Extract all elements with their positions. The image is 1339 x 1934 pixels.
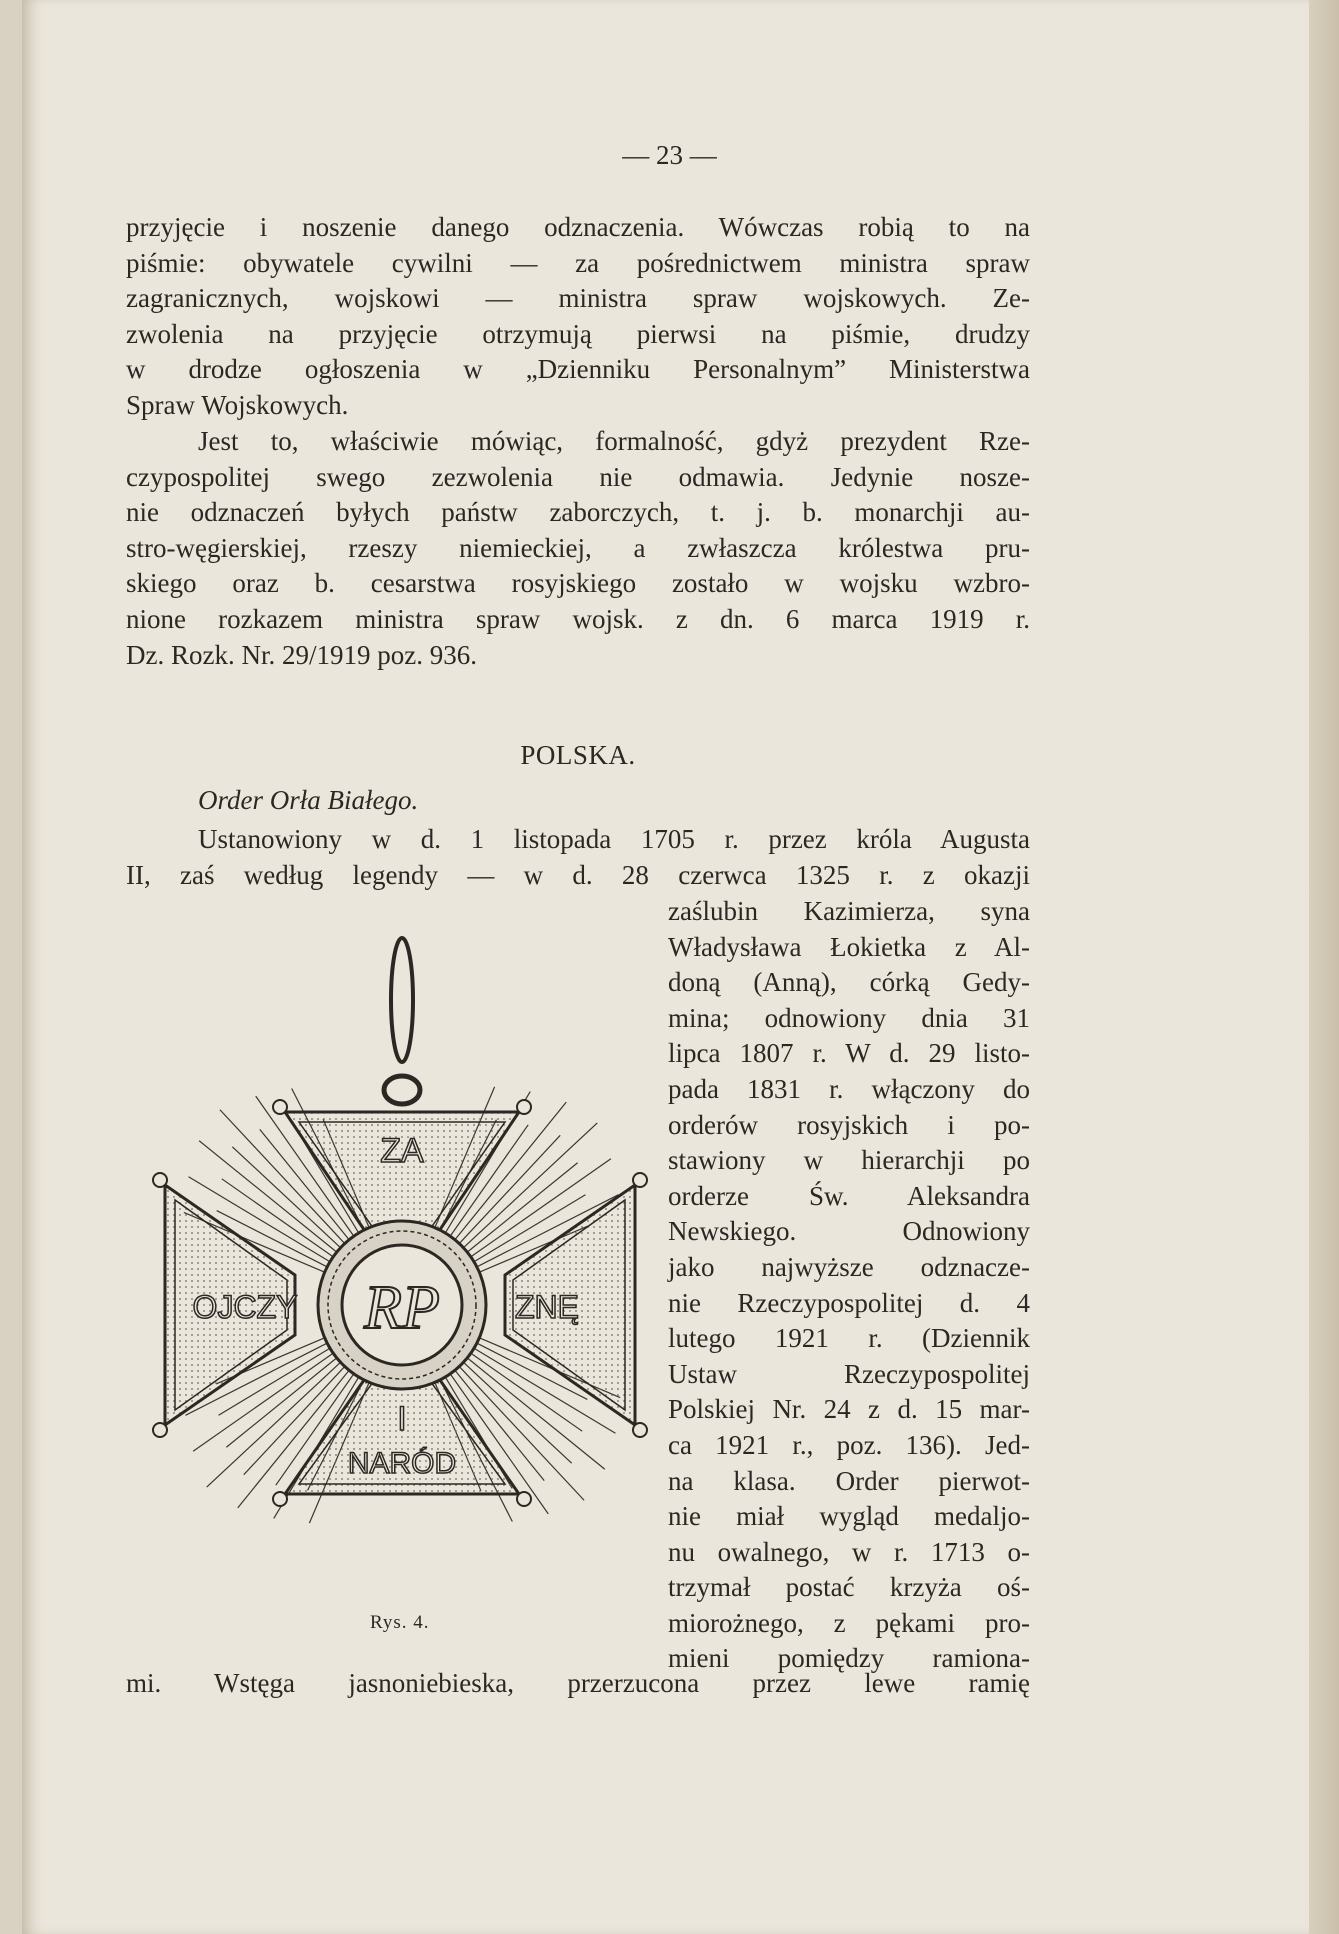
arm-text-top: ZA	[380, 1132, 424, 1170]
text-line: orderze Św. Aleksandra	[668, 1180, 1030, 1211]
text-line: lutego 1921 r. (Dziennik	[668, 1323, 1030, 1354]
text-line: Ustanowiony w d. 1 listopada 1705 r. przez króla Augusta	[198, 824, 1030, 854]
text-line: nie miał wygląd medaljo-	[668, 1501, 1030, 1532]
section-heading: POLSKA.	[520, 740, 636, 770]
text-line: skiego oraz b. cesarstwa rosyjskiego zostało w wojsku wzbro-	[126, 568, 1030, 599]
text-line: przyjęcie i noszenie danego odznaczenia. Wówczas robią to na	[126, 212, 1030, 242]
text-line: orderów rosyjskich i po-	[668, 1109, 1030, 1140]
text-line: Polskiej Nr. 24 z d. 15 mar-	[668, 1394, 1030, 1425]
text-line: mina; odnowiony dnia 31	[668, 1002, 1030, 1033]
text-line: na klasa. Order pierwot-	[668, 1465, 1030, 1496]
paragraph-1	[126, 210, 1030, 424]
text-line: stawiony w hierarchji po	[668, 1145, 1030, 1176]
suspension-ring-icon	[384, 1076, 420, 1104]
paragraph-3-narrow-column	[668, 894, 1030, 1677]
order-cross-illustration	[135, 900, 650, 1600]
arm-text-bottom-1: I	[397, 1400, 407, 1438]
text-line: lipca 1807 r. W d. 29 listo-	[668, 1038, 1030, 1069]
paragraph-3-full-lines	[126, 822, 1030, 893]
text-line: zagranicznych, wojskowi — ministra spraw wojskowych. Ze-	[126, 283, 1030, 314]
text-line: mieni pomiędzy ramiona-	[668, 1643, 1030, 1674]
arm-text-left: OJCZY	[192, 1289, 298, 1325]
text-line: czypospolitej swego zezwolenia nie odmawia. Jedynie nosze-	[126, 461, 1030, 492]
text-line: zaślubin Kazimierza, syna	[668, 896, 1030, 926]
text-line: miorożnego, z pękami pro-	[668, 1607, 1030, 1638]
paragraph-3-tail: mi. Wstęga jasnoniebieska, przerzucona przez lewe ramię	[126, 1668, 1030, 1698]
text-line: zwolenia na przyjęcie otrzymują pierwsi na piśmie, drudzy	[126, 318, 1030, 349]
medallion-monogram: RP	[364, 1274, 440, 1342]
text-line: piśmie: obywatele cywilni — za pośrednictwem ministra spraw	[126, 247, 1030, 278]
text-line: Spraw Wojskowych.	[126, 389, 349, 420]
text-line: II, zaś według legendy — w d. 28 czerwca 1325 r. z okazji	[126, 859, 1030, 890]
text-line: nie odznaczeń byłych państw zaborczych, t. j. b. monarchji au-	[126, 497, 1030, 528]
text-line: pada 1831 r. włączony do	[668, 1073, 1030, 1104]
order-title: Order Orła Białego.	[198, 785, 419, 815]
page-number: — 23 —	[622, 140, 717, 170]
text-line: nu owalnego, w r. 1713 o-	[668, 1536, 1030, 1567]
text-line: doną (Anną), córką Gedy-	[668, 967, 1030, 998]
text-line: Władysława Łokietka z Al-	[668, 931, 1030, 962]
paragraph-2	[126, 424, 1030, 673]
text-line: Jest to, właściwie mówiąc, formalność, gdyż prezydent Rze-	[198, 426, 1030, 456]
text-line: stro-węgierskiej, rzeszy niemieckiej, a zwłaszcza królestwa pru-	[126, 532, 1030, 563]
text-line: trzymał postać krzyża oś-	[668, 1572, 1030, 1603]
text-line: nione rozkazem ministra spraw wojsk. z dn. 6 marca 1919 r.	[126, 603, 1030, 634]
text-line: jako najwyższe odznacze-	[668, 1251, 1030, 1282]
text-line: w drodze ogłoszenia w „Dzienniku Personalnym” Ministerstwa	[126, 354, 1030, 385]
figure-caption: Rys. 4.	[370, 1612, 430, 1633]
suspension-loop-icon	[391, 938, 413, 1062]
arm-text-right: ZNĘ	[515, 1289, 579, 1325]
text-line: Ustaw Rzeczypospolitej	[668, 1358, 1030, 1389]
text-line: nie Rzeczypospolitej d. 4	[668, 1287, 1030, 1318]
arm-text-bottom-2: NARÓD	[347, 1447, 457, 1480]
text-line: Newskiego. Odnowiony	[668, 1216, 1030, 1247]
text-line: Dz. Rozk. Nr. 29/1919 poz. 936.	[126, 639, 477, 670]
text-line: ca 1921 r., poz. 136). Jed-	[668, 1429, 1030, 1460]
page-edge-shadow	[1309, 0, 1339, 1934]
